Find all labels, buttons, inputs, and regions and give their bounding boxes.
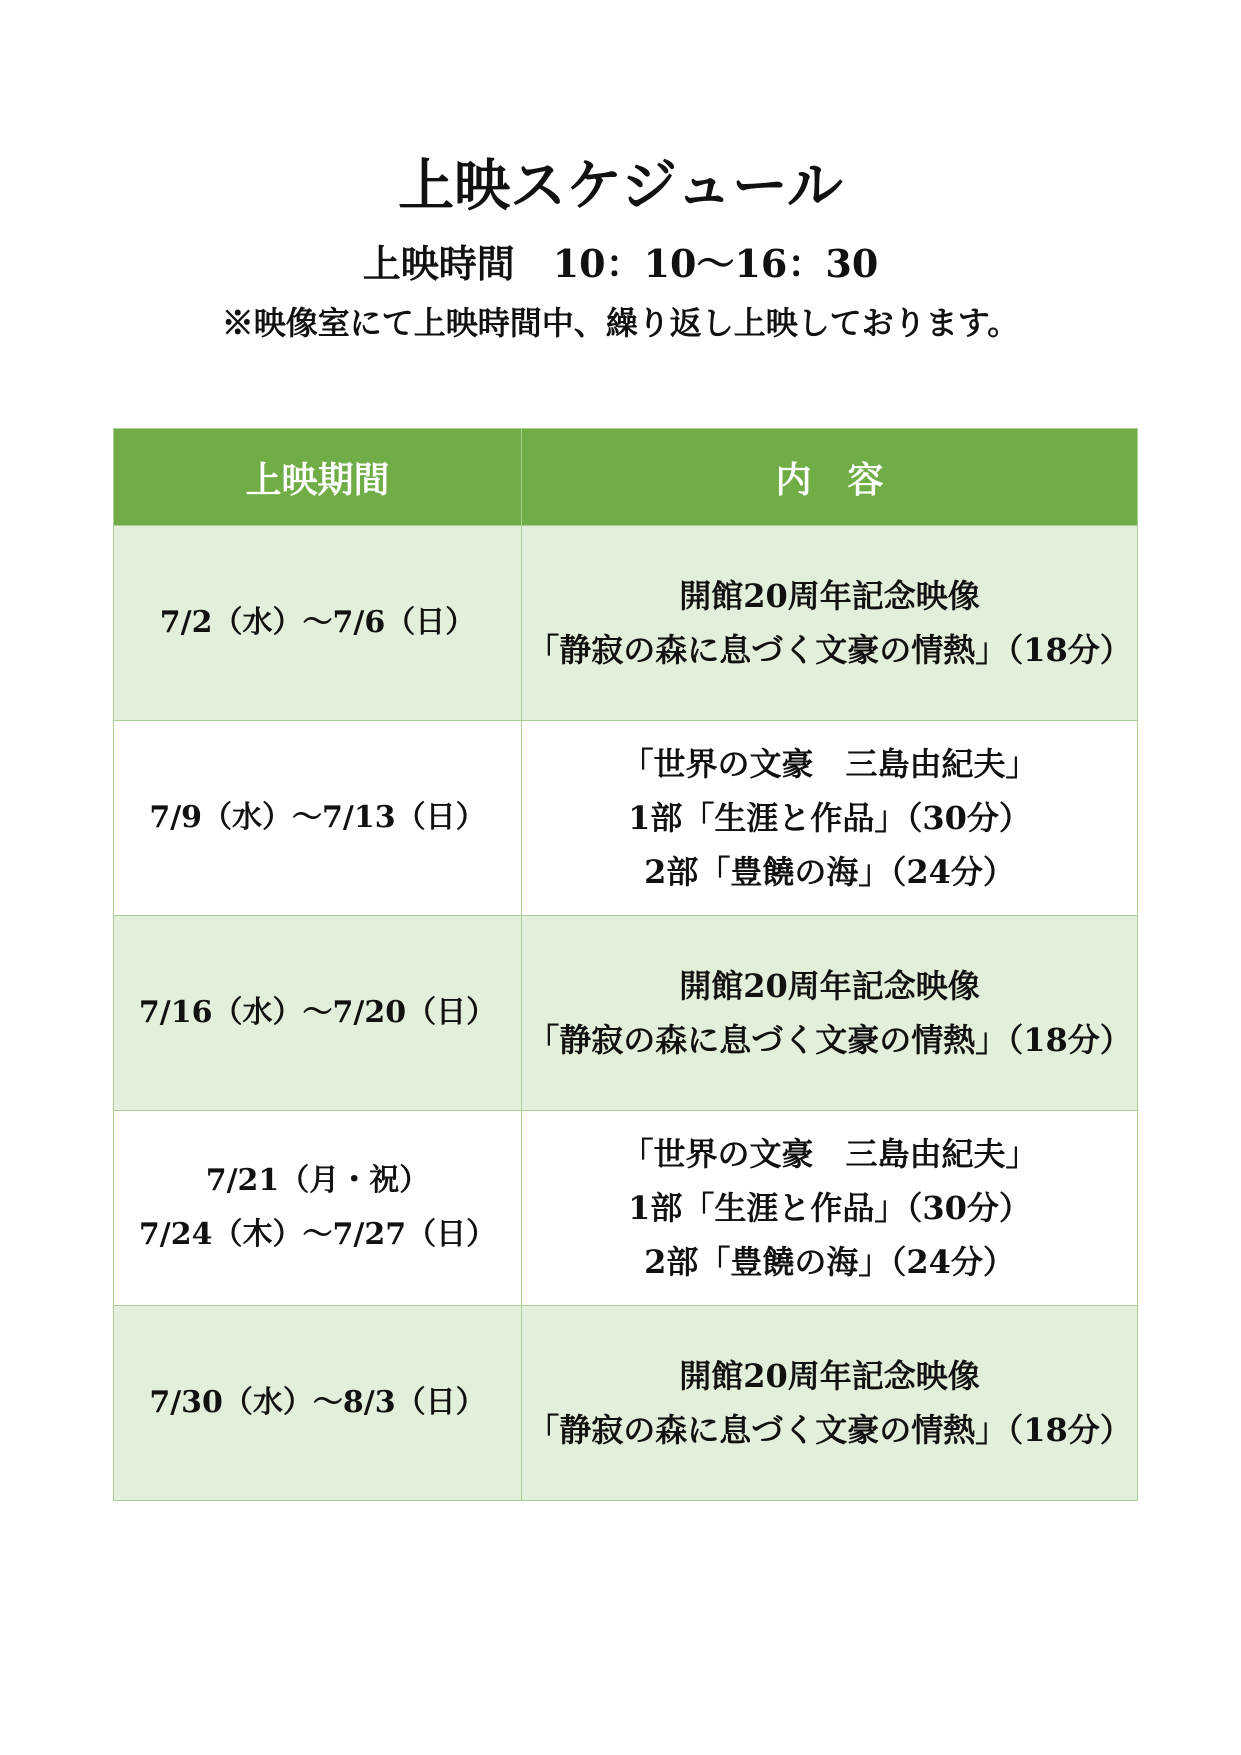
content-line: 2部「豊饒の海」（24分） [644,1243,1015,1281]
content-line: 「静寂の森に息づく文豪の情熱」（18分） [527,1021,1132,1059]
period-line: 7/16（水）～7/20（日） [138,995,497,1030]
content-line: 開館20周年記念映像 [679,967,980,1005]
content-cell [522,721,1138,916]
period-cell [114,1306,522,1501]
period-line: 7/9（水）～7/13（日） [149,800,486,835]
content-cell [522,1111,1138,1306]
content-cell [522,526,1138,721]
screening-hours: 上映時間 10：10～16：30 [362,241,879,286]
screening-note: ※映像室にて上映時間中、繰り返し上映しております。 [221,304,1020,342]
period-cell [114,526,522,721]
period-line: 7/30（水）～8/3（日） [149,1385,486,1420]
table-row [114,1111,1138,1306]
table-row [114,916,1138,1111]
content-line: 1部「生涯と作品」（30分） [628,799,1031,837]
period-cell [114,721,522,916]
header-period: 上映期間 [114,429,522,526]
table-header-row [114,429,1138,526]
schedule-table [113,428,1138,1501]
period-line: 7/24（木）～7/27（日） [138,1217,497,1252]
content-line: 「静寂の森に息づく文豪の情熱」（18分） [527,1411,1132,1449]
content-line: 2部「豊饒の海」（24分） [644,853,1015,891]
content-line: 1部「生涯と作品」（30分） [628,1189,1031,1227]
table-row [114,1306,1138,1501]
content-cell [522,916,1138,1111]
table-row [114,526,1138,721]
period-line: 7/21（月・祝） [205,1163,430,1198]
content-line: 開館20周年記念映像 [679,577,980,615]
content-line: 開館20周年記念映像 [679,1357,980,1395]
period-line: 7/2（水）～7/6（日） [159,605,476,640]
table-row [114,721,1138,916]
period-cell [114,1111,522,1306]
content-cell [522,1306,1138,1501]
content-line: 「静寂の森に息づく文豪の情熱」（18分） [527,631,1132,669]
page-title: 上映スケジュール [398,153,843,219]
header-content: 内 容 [522,429,1138,526]
period-cell [114,916,522,1111]
content-line: 「世界の文豪 三島由紀夫」 [621,1135,1038,1173]
content-line: 「世界の文豪 三島由紀夫」 [621,745,1038,783]
